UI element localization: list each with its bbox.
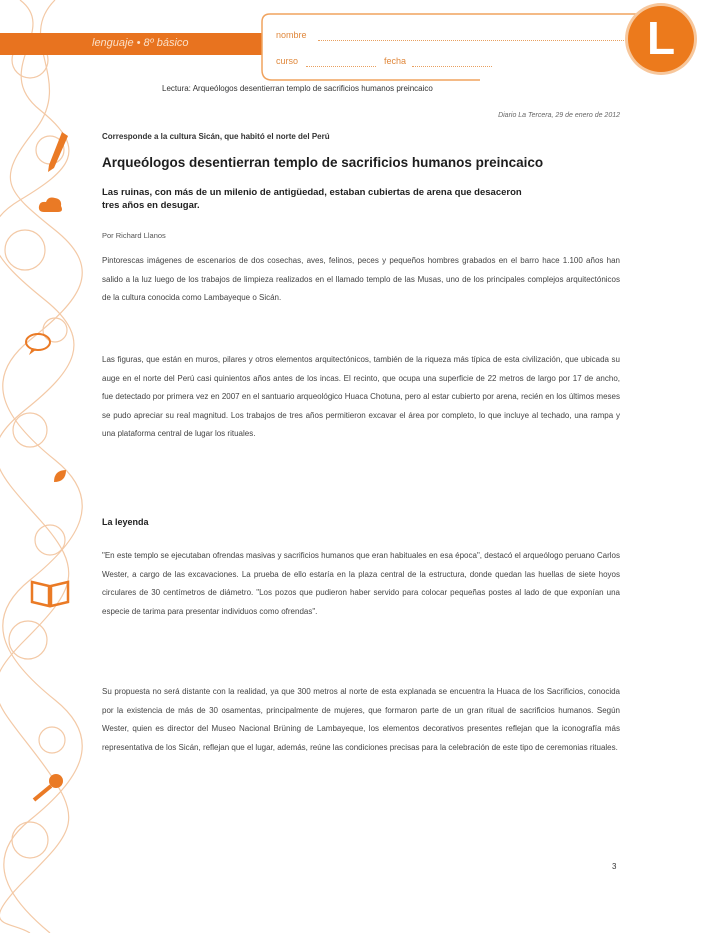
article-kicker: Corresponde a la cultura Sicán, que habitó el norte del Perú <box>102 132 330 141</box>
header-frame <box>250 10 650 82</box>
source-citation: Diario La Tercera, 29 de enero de 2012 <box>498 112 620 119</box>
microphone-icon <box>30 772 66 802</box>
paragraph-4: Su propuesta no será distante con la realidad, ya que 300 metros al norte de esta explanada se encuentra la Huaca de los Sacrificios, conocida por la existencia de más de 30 osamentas, principalmente de mujeres, que formaron parte de un gran ritual de sacrificios humanos. Según Wester, quien es director del Museo Nacional Brüning de Lambayeque, los elementos decorativos presentes reflejan que la iconografía más representativa de los Sicán, reflejan que el lugar, además, reúne las condiciones precisas para la celebración de este tipo de ceremonias rituales. <box>102 687 620 752</box>
article-byline: Por Richard Llanos <box>102 231 166 240</box>
course-label: curso <box>276 56 299 66</box>
pen-icon <box>44 130 70 176</box>
article-headline: Arqueólogos desentierran templo de sacrificios humanos preincaico <box>102 155 544 170</box>
book-icon <box>30 578 70 608</box>
paragraph-3: "En este templo se ejecutaban ofrendas masivas y sacrificios humanos que eran habituales en esa época", destacó el arqueólogo peruano Carlos Wester, a cargo de las excavaciones. La prueba de ello estaría en la plaza central de la estructura, donde quedan las huellas de siete hoyos circulares de 30 centímetros de diámetro. "Los pozos que pudieron haber servido para colocar pequeñas postes al lado de que exponían una especie de tarima para presentar individuos como ofrendas". <box>102 551 620 616</box>
paragraph-2: Las figuras, que están en muros, pilares y otros elementos arquitectónicos, también de la riqueza más típica de esta civilización, que ubicada su auge en el norte del Perú casi quinientos años antes de los incas. El recinto, que ocupa una superficie de 22 metros de largo por 17 de ancho, fue detectado por primera vez en 2007 en el santuario arqueológico Huaca Chotuna, pero al estar cubierto por arena, recién en los últimos meses se pudo apreciar su real magnitud. Los trabajos de tres años permitieron excavar el área por completo, lo que incluye al techado, una rampa y una plataforma central de lugar los rituales. <box>102 355 620 438</box>
speech-bubble-icon <box>24 332 52 356</box>
article-subhead: Las ruinas, con más de un milenio de antigüedad, estaban cubiertas de arena que desaceron tres años en desugar. <box>102 187 522 211</box>
date-field[interactable] <box>412 66 492 67</box>
subject-badge: L <box>628 6 694 72</box>
name-label: nombre <box>276 30 307 40</box>
course-field[interactable] <box>306 66 376 67</box>
name-field[interactable] <box>318 40 626 41</box>
leaf-icon <box>52 468 68 484</box>
paragraph-1: Pintorescas imágenes de escenarios de dos cosechas, aves, felinos, peces y pequeños hombres grabados en el barro hace 1.100 años han salido a la luz luego de los trabajos de limpieza realizados en el llamado templo de las Musas, uno de los principales complejos arquitectónicos de la cultura conocida como Lambayeque o Sicán. <box>102 256 620 302</box>
page-number: 3 <box>612 862 617 871</box>
section-title: La leyenda <box>102 517 149 527</box>
subject-bar <box>0 33 262 55</box>
cloud-icon <box>38 196 64 214</box>
date-label: fecha <box>384 56 407 66</box>
subject-label: lenguaje • 8º básico <box>92 37 189 49</box>
reading-title: Lectura: Arqueólogos desentierran templo de sacrificios humanos preincaico <box>162 84 433 93</box>
